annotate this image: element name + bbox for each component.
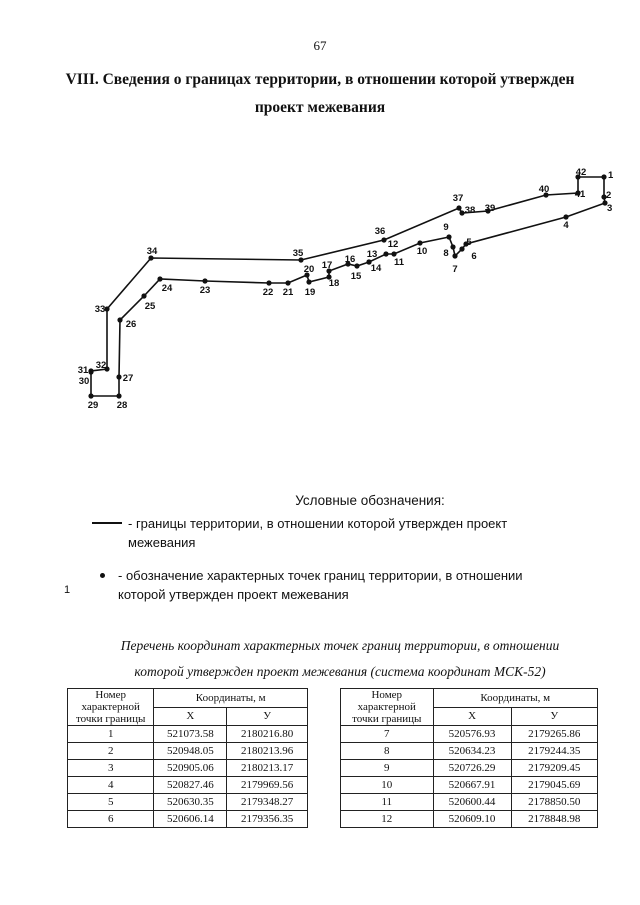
cell-coordinate-y: 2179209.45 — [511, 760, 597, 777]
table-caption-line-1: Перечень координат характерных точек границ территории, в отношении — [120, 638, 560, 653]
table-caption — [70, 633, 610, 685]
boundary-point-label: 30 — [78, 376, 90, 387]
cell-coordinate-y: 2179244.35 — [511, 743, 597, 760]
table-row — [68, 743, 308, 760]
boundary-point-21 — [285, 280, 290, 285]
boundary-point-label: 16 — [344, 254, 356, 265]
boundary-point-12 — [383, 251, 388, 256]
boundary-point-9 — [446, 234, 451, 239]
boundary-point-28 — [116, 393, 121, 398]
header-y: У — [227, 707, 308, 726]
cell-coordinate-x: 520667.91 — [433, 777, 511, 794]
cell-coordinate-y: 2180216.80 — [227, 726, 308, 743]
cell-coordinate-y: 2180213.96 — [227, 743, 308, 760]
cell-coordinate-x: 520948.05 — [154, 743, 227, 760]
header-coordinates: Координаты, м — [154, 689, 308, 708]
boundary-point-37 — [456, 205, 461, 210]
table-row — [68, 794, 308, 811]
boundary-point-1 — [601, 174, 606, 179]
boundary-point-label: 35 — [292, 248, 304, 259]
boundary-point-10 — [417, 240, 422, 245]
boundary-point-label: 1 — [608, 170, 614, 181]
page-number: 67 — [313, 38, 327, 53]
boundary-point-labels — [78, 167, 614, 411]
header-point-number: Номер характерной точки границы — [68, 689, 154, 726]
legend-dot-description: - обозначение характерных точек границ территории, в отношении которой утвержден проект межевания — [118, 568, 523, 602]
table-row — [341, 794, 598, 811]
table-row — [341, 811, 598, 828]
boundary-point-label: 37 — [452, 193, 464, 204]
cell-point-number: 4 — [68, 777, 154, 794]
cell-coordinate-x: 520634.23 — [433, 743, 511, 760]
boundary-point-24 — [157, 276, 162, 281]
section-title-line-1: VIII. Сведения о границах территории, в отношении которой утвержден — [65, 71, 575, 88]
legend-dot-symbol — [100, 573, 105, 578]
boundary-point-label: 25 — [144, 301, 156, 312]
cell-coordinate-x: 520609.10 — [433, 811, 511, 828]
boundary-point-label: 14 — [370, 263, 382, 274]
boundary-point-25 — [141, 293, 146, 298]
cell-point-number: 8 — [341, 743, 434, 760]
cell-coordinate-y: 2179356.35 — [227, 811, 308, 828]
boundary-point-8 — [450, 244, 455, 249]
table-row — [341, 760, 598, 777]
boundary-plan — [0, 150, 640, 420]
boundary-point-label: 19 — [304, 287, 316, 298]
cell-point-number: 12 — [341, 811, 434, 828]
cell-point-number: 2 — [68, 743, 154, 760]
boundary-point-label: 7 — [452, 264, 458, 275]
cell-coordinate-y: 2179265.86 — [511, 726, 597, 743]
cell-point-number: 10 — [341, 777, 434, 794]
cell-coordinate-y: 2180213.17 — [227, 760, 308, 777]
cell-coordinate-x: 520827.46 — [154, 777, 227, 794]
cell-coordinate-x: 520576.93 — [433, 726, 511, 743]
boundary-point-26 — [117, 317, 122, 322]
boundary-point-label: 17 — [321, 260, 333, 271]
boundary-point-label: 9 — [443, 222, 449, 233]
boundary-point-label: 39 — [484, 203, 496, 214]
boundary-point-label: 12 — [387, 239, 399, 250]
table-row — [68, 811, 308, 828]
boundary-point-label: 21 — [282, 287, 294, 298]
section-title — [60, 66, 580, 122]
boundary-point-label: 34 — [146, 246, 158, 257]
boundary-point-label: 18 — [328, 278, 340, 289]
boundary-point-label: 5 — [466, 237, 472, 248]
cell-point-number: 6 — [68, 811, 154, 828]
boundary-point-6 — [459, 246, 464, 251]
boundary-point-27 — [116, 374, 121, 379]
boundary-point-23 — [202, 278, 207, 283]
cell-coordinate-x: 520726.29 — [433, 760, 511, 777]
boundary-point-label: 23 — [199, 285, 211, 296]
table-row — [341, 726, 598, 743]
boundary-point-29 — [88, 393, 93, 398]
boundary-point-11 — [391, 251, 396, 256]
table-row — [341, 743, 598, 760]
table-row — [341, 777, 598, 794]
boundary-point-label: 6 — [471, 251, 477, 262]
boundary-point-label: 31 — [77, 365, 89, 376]
cell-point-number: 5 — [68, 794, 154, 811]
header-coordinates: Координаты, м — [433, 689, 597, 708]
boundary-point-label: 36 — [374, 226, 386, 237]
cell-coordinate-x: 520630.35 — [154, 794, 227, 811]
cell-coordinate-y: 2179348.27 — [227, 794, 308, 811]
boundary-point-label: 32 — [95, 360, 107, 371]
cell-coordinate-x: 520905.06 — [154, 760, 227, 777]
cell-coordinate-x: 520600.44 — [433, 794, 511, 811]
cell-coordinate-x: 521073.58 — [154, 726, 227, 743]
boundary-point-label: 13 — [366, 249, 378, 260]
table-row — [68, 777, 308, 794]
cell-point-number: 3 — [68, 760, 154, 777]
boundary-point-label: 38 — [464, 205, 476, 216]
header-x: X — [154, 707, 227, 726]
boundary-point-label: 26 — [125, 319, 137, 330]
boundary-point-label: 41 — [574, 189, 586, 200]
boundary-point-label: 24 — [161, 283, 173, 294]
legend-line-description: - границы территории, в отношении которой утвержден проект межевания — [128, 516, 508, 550]
boundary-point-label: 22 — [262, 287, 274, 298]
table-caption-line-2: которой утвержден проект межевания (система координат МСК-52) — [134, 664, 546, 679]
boundary-point-label: 8 — [443, 248, 449, 259]
section-title-line-2: проект межевания — [254, 99, 386, 116]
legend-line-symbol — [92, 522, 122, 524]
boundary-point-22 — [266, 280, 271, 285]
table-row — [68, 726, 308, 743]
coordinates-table-right — [340, 688, 598, 828]
boundary-point-31 — [88, 368, 93, 373]
boundary-point-4 — [563, 214, 568, 219]
boundary-point-label: 11 — [393, 257, 405, 268]
header-y: У — [511, 707, 597, 726]
boundary-point-label: 29 — [87, 400, 99, 411]
boundary-point-label: 42 — [575, 167, 587, 178]
boundary-point-label: 10 — [416, 246, 428, 257]
cell-coordinate-y: 2179969.56 — [227, 777, 308, 794]
cell-coordinate-y: 2179045.69 — [511, 777, 597, 794]
cell-point-number: 1 — [68, 726, 154, 743]
cell-point-number: 11 — [341, 794, 434, 811]
header-x: X — [433, 707, 511, 726]
boundary-point-36 — [381, 237, 386, 242]
boundary-point-label: 15 — [350, 271, 362, 282]
boundary-point-label: 40 — [538, 184, 550, 195]
cell-coordinate-y: 2178848.98 — [511, 811, 597, 828]
cell-coordinate-x: 520606.14 — [154, 811, 227, 828]
coordinates-table-left — [67, 688, 308, 828]
legend-title: Условные обозначения: — [295, 493, 445, 508]
boundary-point-7 — [452, 253, 457, 258]
boundary-point-label: 28 — [116, 400, 128, 411]
boundary-point-label: 20 — [303, 264, 315, 275]
boundary-point-19 — [306, 279, 311, 284]
boundary-point-label: 4 — [563, 220, 569, 231]
cell-coordinate-y: 2178850.50 — [511, 794, 597, 811]
boundary-point-label: 27 — [122, 373, 134, 384]
table-row — [68, 760, 308, 777]
legend-index-label: 1 — [64, 584, 71, 596]
boundary-point-label: 33 — [94, 304, 106, 315]
boundary-point-label: 3 — [607, 203, 613, 214]
cell-point-number: 7 — [341, 726, 434, 743]
cell-point-number: 9 — [341, 760, 434, 777]
boundary-point-label: 2 — [606, 190, 612, 201]
header-point-number: Номер характерной точки границы — [341, 689, 434, 726]
